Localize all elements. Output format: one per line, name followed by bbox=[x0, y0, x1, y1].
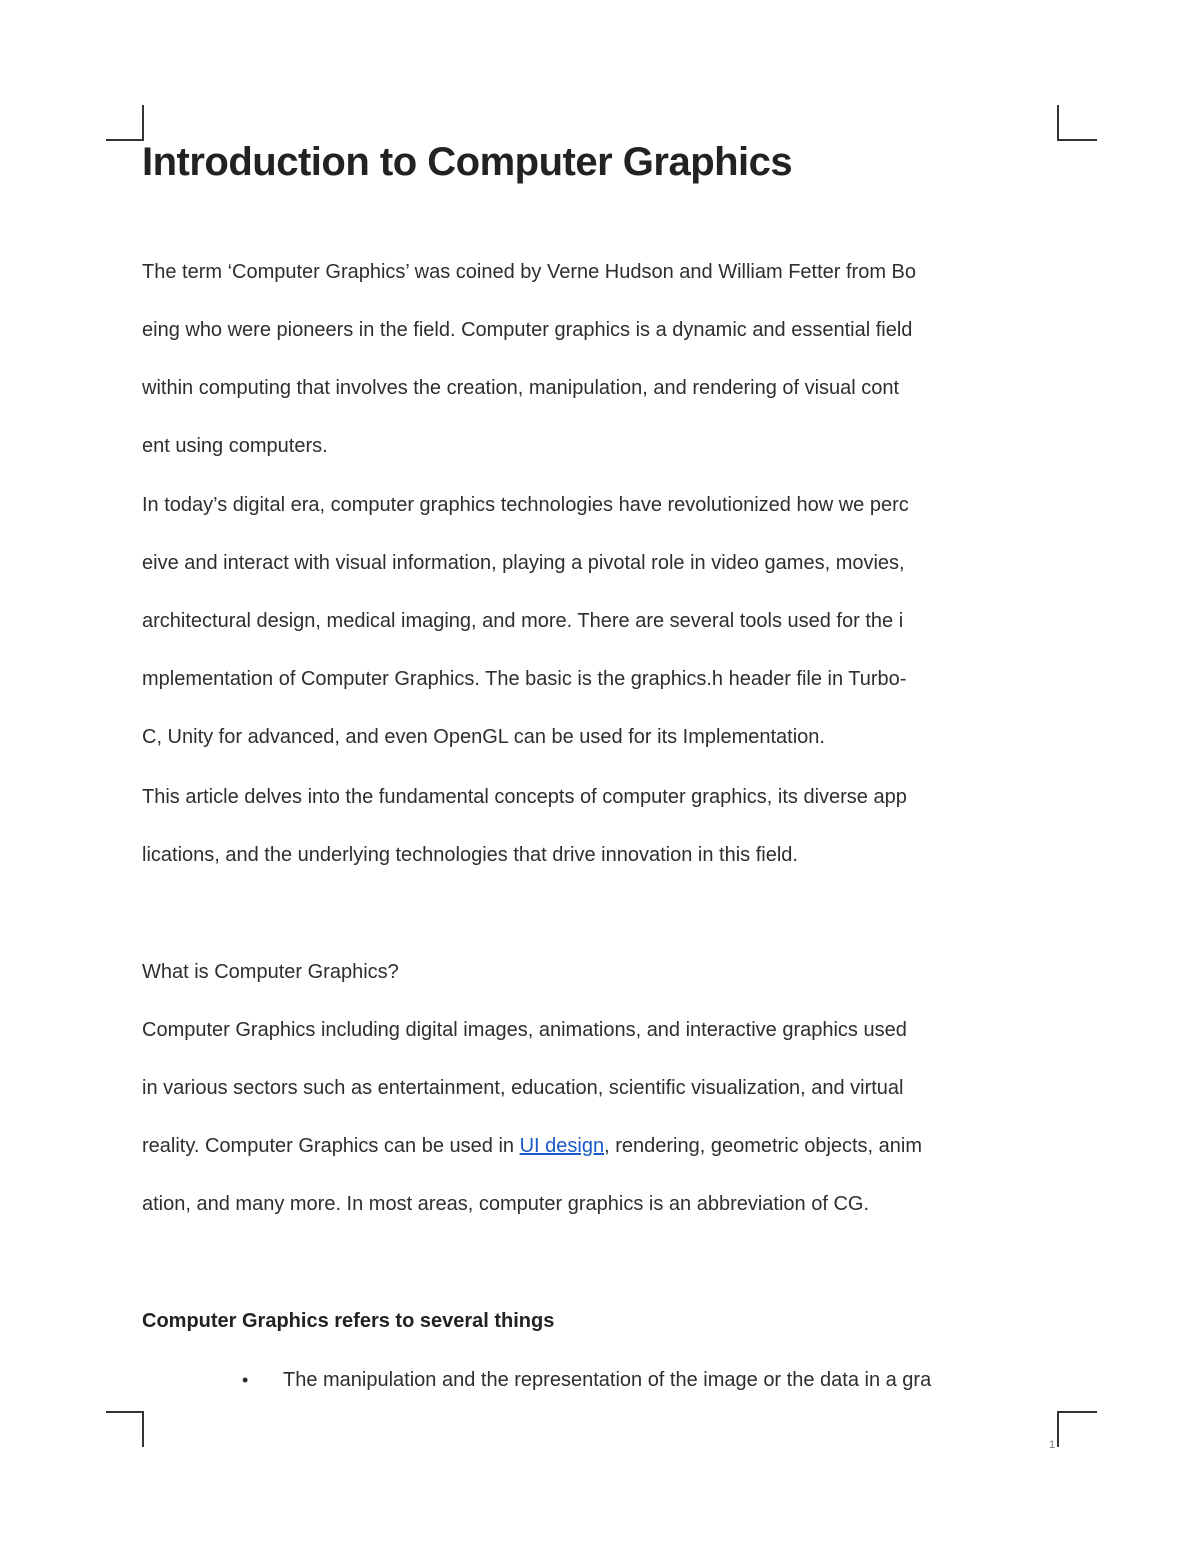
paragraph-line: in various sectors such as entertainment, education, scientific visualization, and virtual bbox=[142, 1077, 904, 1099]
page-title: Introduction to Computer Graphics bbox=[142, 140, 793, 184]
paragraph-line bbox=[142, 1134, 922, 1158]
text-segment: , rendering, geometric objects, anim bbox=[604, 1135, 923, 1157]
crop-mark-bottom-right bbox=[1057, 1411, 1097, 1447]
paragraph-line: C, Unity for advanced, and even OpenGL can be used for its Implementation. bbox=[142, 726, 825, 748]
page-number: 1 bbox=[1049, 1439, 1056, 1451]
crop-mark-top-left bbox=[106, 105, 144, 141]
list-item-text: The manipulation and the representation of the image or the data in a gra bbox=[283, 1369, 932, 1391]
paragraph-line: ent using computers. bbox=[142, 435, 328, 457]
paragraph-line: The term ‘Computer Graphics’ was coined by Verne Hudson and William Fetter from Bo bbox=[142, 261, 917, 283]
paragraph-line: Computer Graphics including digital images, animations, and interactive graphics used bbox=[142, 1019, 907, 1041]
paragraph-line: ation, and many more. In most areas, computer graphics is an abbreviation of CG. bbox=[142, 1193, 870, 1215]
paragraph-line: lications, and the underlying technologies that drive innovation in this field. bbox=[142, 844, 798, 866]
paragraph-line: eive and interact with visual information, playing a pivotal role in video games, movies, bbox=[142, 552, 905, 574]
paragraph-line: within computing that involves the creation, manipulation, and rendering of visual cont bbox=[142, 377, 900, 399]
bullet-icon: • bbox=[242, 1370, 249, 1390]
paragraph-line: In today’s digital era, computer graphics technologies have revolutionized how we perc bbox=[142, 494, 909, 516]
crop-mark-top-right bbox=[1057, 105, 1097, 141]
paragraph-line: eing who were pioneers in the field. Computer graphics is a dynamic and essential field bbox=[142, 319, 913, 341]
ui-design-link[interactable]: UI design bbox=[519, 1135, 605, 1157]
section-heading: Computer Graphics refers to several things bbox=[142, 1310, 555, 1332]
subheading: What is Computer Graphics? bbox=[142, 961, 399, 983]
paragraph-line: architectural design, medical imaging, and more. There are several tools used for the i bbox=[142, 610, 904, 632]
paragraph-line: This article delves into the fundamental concepts of computer graphics, its diverse app bbox=[142, 786, 907, 808]
crop-mark-bottom-left bbox=[106, 1411, 144, 1447]
text-segment: reality. Computer Graphics can be used in bbox=[142, 1135, 520, 1157]
paragraph-line: mplementation of Computer Graphics. The basic is the graphics.h header file in Turbo- bbox=[142, 668, 907, 690]
